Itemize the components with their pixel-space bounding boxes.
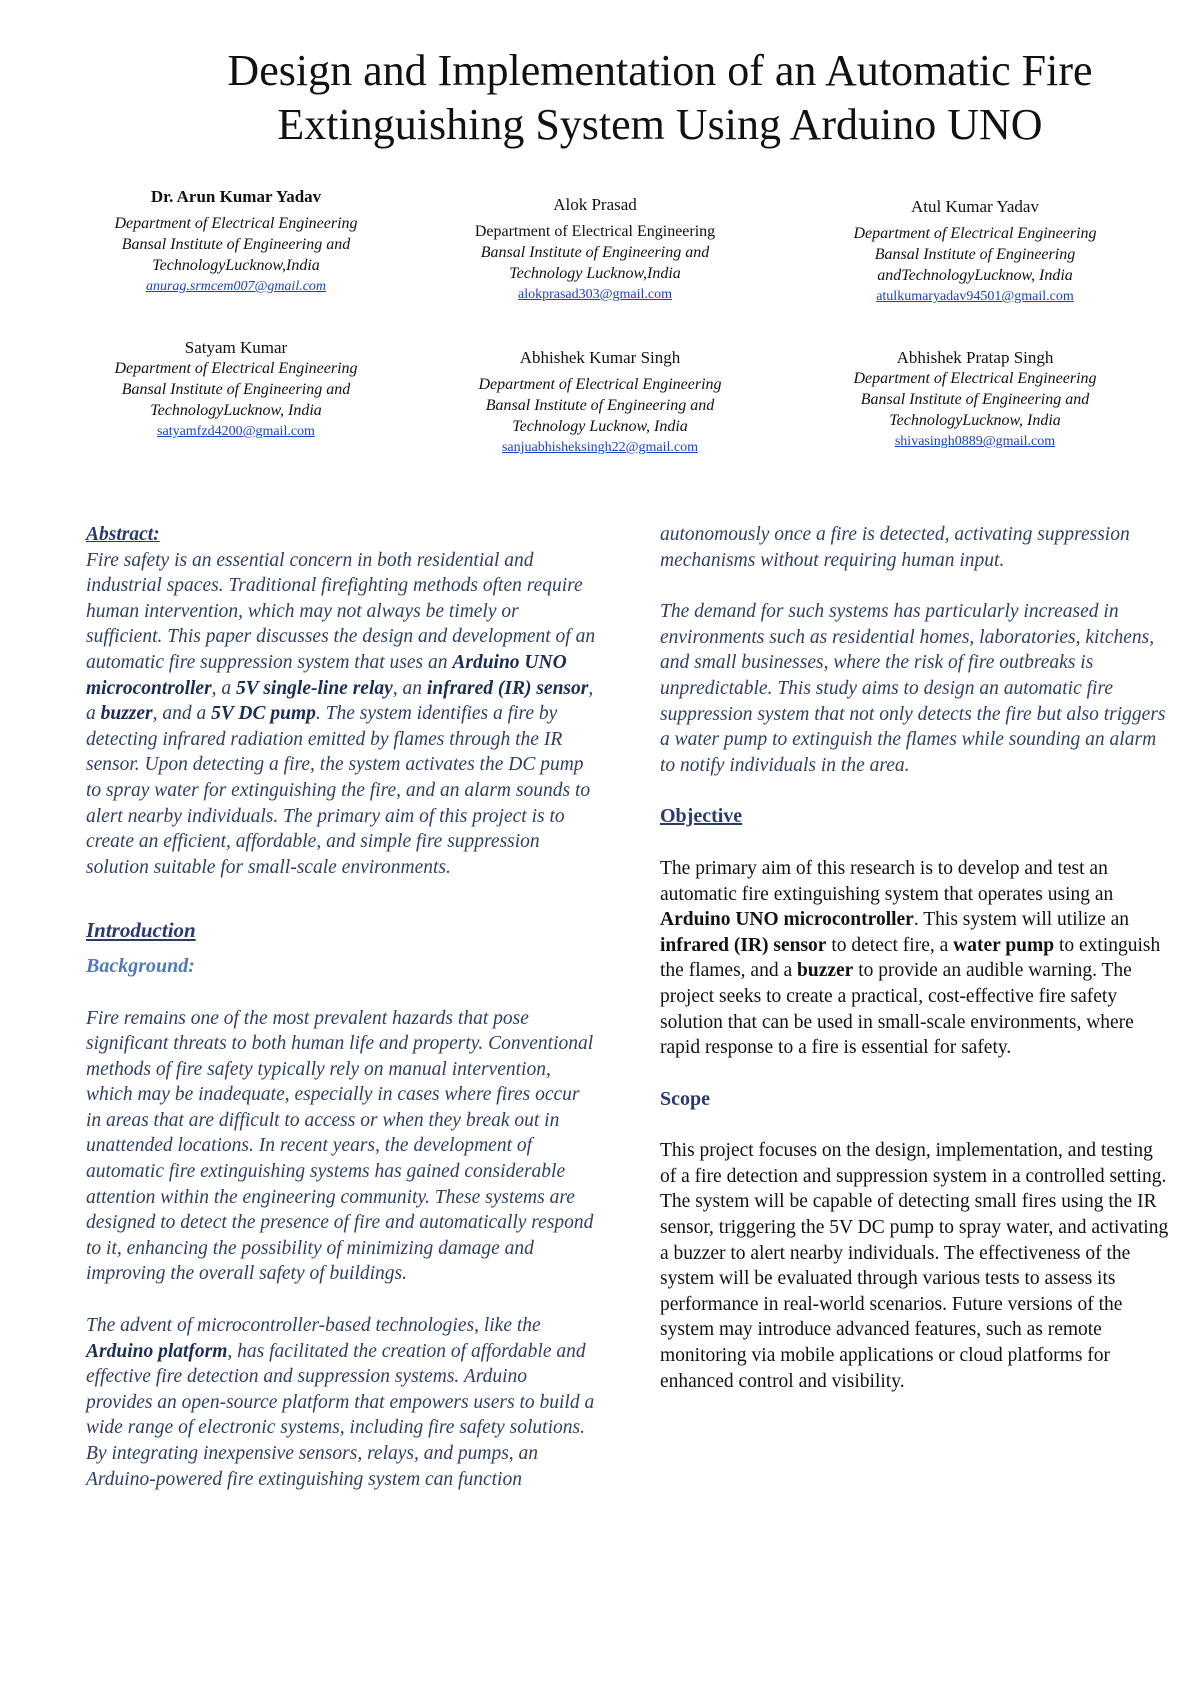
background-paragraph-2-continued: autonomously once a fire is detected, activating suppression mechanisms without requiring human input. (660, 524, 1130, 571)
author-name: Abhishek Pratap Singh (896, 348, 1054, 367)
author-name: Satyam Kumar (184, 338, 288, 357)
author-name: Abhishek Kumar Singh (519, 348, 681, 367)
author-name: Alok Prasad (553, 195, 637, 214)
author-dept: Department of Electrical Engineering (853, 370, 1097, 387)
paper-title (110, 44, 1200, 152)
scope-heading: Scope (660, 1087, 710, 1110)
author-block-2 (445, 194, 745, 305)
author-block-6 (820, 347, 1130, 452)
scope-body: This project focuses on the design, implementation, and testing of a fire detection and suppression system in a controlled setting. The system will be capable of detecting small fires using the IR sensor, triggering the 5V DC pump to spray water, and activating a buzzer to alert nearby individuals. The effectiveness of the system will be evaluated through various tests to assess its performance in real-world scenarios. Future versions of the system may introduce advanced features, such as remote monitoring via mobile applications or cloud platforms for enhanced control and visibility. (660, 1140, 1169, 1392)
abstract-body: Fire safety is an essential concern in both residential and industrial spaces. Traditional firefighting methods often require human intervention, which may not always be timely or sufficient. This paper discusses the design and development of an automatic fire suppression system that uses an Arduino UNO microcontroller, a 5V single-line relay, an infrared (IR) sensor, a buzzer, and a 5V DC pump. The system identifies a fire by detecting infrared radiation emitted by flames through the IR sensor. Upon detecting a fire, the system activates the DC pump to spray water for extinguishing the fire, and an alarm sounds to alert nearby individuals. The primary aim of this project is to create an efficient, affordable, and simple fire suppression solution suitable for small-scale environments. (86, 549, 596, 878)
author-email-link[interactable]: alokprasad303@gmail.com (517, 287, 673, 302)
author-institute: Bansal Institute of Engineering and (121, 236, 351, 253)
author-institute: Bansal Institute of Engineering and (860, 391, 1090, 408)
author-email-link[interactable]: atulkumaryadav94501@gmail.com (876, 289, 1074, 304)
abstract-heading: Abstract: (86, 524, 160, 545)
author-dept: Department of Electrical Engineering (474, 223, 716, 240)
author-location: TechnologyLucknow, India (889, 412, 1061, 429)
introduction-heading: Introduction (86, 918, 196, 943)
author-location: TechnologyLucknow,India (152, 257, 320, 274)
author-dept: Department of Electrical Engineering (114, 360, 358, 377)
background-paragraph-3: The demand for such systems has particularly increased in environments such as residential homes, laboratories, kitchens, and small businesses, where the risk of fire outbreaks is unpredictable. This study aims to design an automatic fire suppression system that not only detects the fire but also triggers a water pump to extinguish the flames while sounding an alarm to notify individuals in the area. (660, 601, 1166, 776)
background-heading: Background: (86, 954, 195, 977)
author-block-4 (86, 337, 386, 442)
right-column (660, 522, 1170, 1394)
author-name: Atul Kumar Yadav (911, 197, 1039, 216)
objective-heading: Objective (660, 805, 743, 828)
title-line-2: Extinguishing System Using Arduino UNO (277, 100, 1043, 149)
author-institute: Bansal Institute of Engineering and (121, 381, 351, 398)
author-dept: Department of Electrical Engineering (478, 376, 722, 393)
author-email-link[interactable]: anurag.srmcem007@gmail.com (145, 279, 327, 294)
title-line-1: Design and Implementation of an Automatic Fire (227, 46, 1093, 95)
author-dept: Department of Electrical Engineering (853, 225, 1097, 242)
objective-body: The primary aim of this research is to develop and test an automatic fire extinguishing system that operates using an Arduino UNO microcontroller. This system will utilize an infrared (IR) sensor to detect fire, a water pump to extinguish the flames, and a buzzer to provide an audible warning. The project seeks to create a practical, cost-effective fire safety solution that can be used in small-scale environments, where rapid response to a fire is essential for safety. (660, 857, 1161, 1059)
background-paragraph-2: The advent of microcontroller-based technologies, like the Arduino platform, has facilitated the creation of affordable and effective fire detection and suppression systems. Arduino provides an open-source platform that empowers users to build a wide range of electronic systems, including fire safety solutions. By integrating inexpensive sensors, relays, and pumps, an Arduino-powered fire extinguishing system can function (86, 1315, 595, 1490)
background-paragraph-1: Fire remains one of the most prevalent hazards that pose significant threats to both human life and property. Conventional methods of fire safety typically rely on manual intervention, which may be inadequate, especially in cases where fires occur in areas that are difficult to access or when they break out in unattended locations. In recent years, the development of automatic fire extinguishing systems has gained considerable attention within the engineering community. These systems are designed to detect the presence of fire and automatically respond to it, enhancing the possibility of minimizing damage and improving the overall safety of buildings. (86, 1007, 594, 1285)
author-block-1 (86, 186, 386, 297)
author-location: TechnologyLucknow, India (150, 402, 322, 419)
author-name: Dr. Arun Kumar Yadav (150, 187, 322, 206)
author-block-5 (445, 347, 755, 458)
author-email-link[interactable]: satyamfzd4200@gmail.com (157, 424, 315, 439)
author-email-link[interactable]: sanjuabhisheksingh22@gmail.com (501, 440, 699, 455)
author-location: Technology Lucknow,India (509, 265, 681, 282)
left-column (86, 522, 596, 1492)
author-institute: Bansal Institute of Engineering (874, 246, 1076, 263)
author-location: andTechnologyLucknow, India (877, 267, 1073, 284)
author-email-link[interactable]: shivasingh0889@gmail.com (894, 434, 1056, 449)
author-block-3 (820, 196, 1130, 307)
author-institute: Bansal Institute of Engineering and (480, 244, 710, 261)
author-location: Technology Lucknow, India (512, 418, 688, 435)
author-institute: Bansal Institute of Engineering and (485, 397, 715, 414)
author-dept: Department of Electrical Engineering (114, 215, 358, 232)
